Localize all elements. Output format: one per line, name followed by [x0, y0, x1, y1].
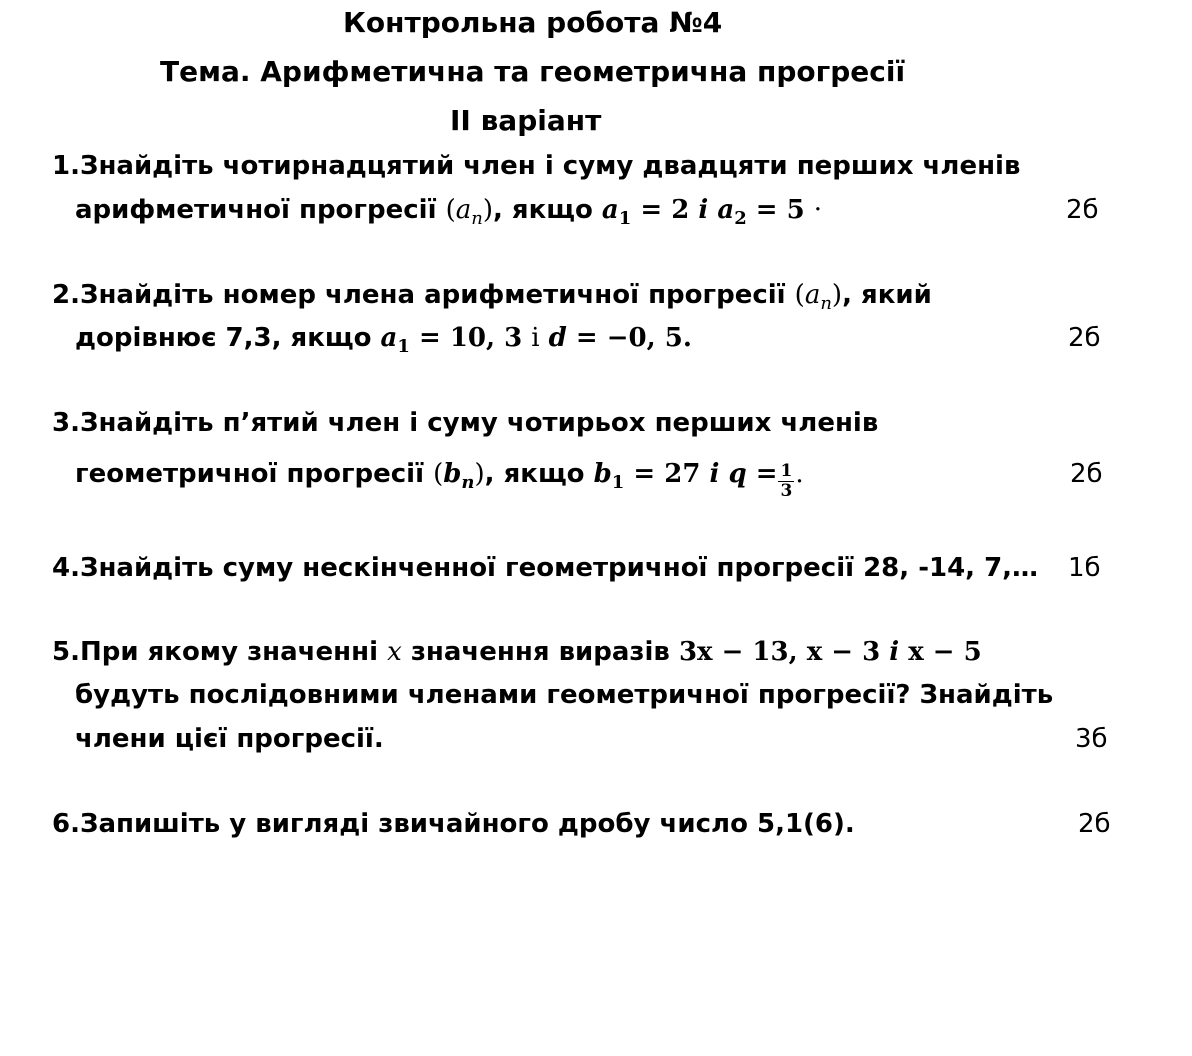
- task-3-sequence: $(b_n)$: [433, 459, 485, 493]
- a1-value: = 10, 3: [419, 323, 523, 353]
- task-2-which: , який: [842, 280, 932, 310]
- seq-var: a: [804, 280, 821, 310]
- task-5-values: значення виразів: [410, 637, 670, 667]
- task-3-text: геометричної прогресії: [75, 459, 425, 489]
- q-equals: =: [755, 459, 778, 489]
- q-var: q: [728, 459, 747, 489]
- task-1-text: арифметичної прогресії: [75, 195, 437, 225]
- expr-2: x − 5: [908, 637, 982, 667]
- page-variant: ІІ варіант: [450, 104, 602, 137]
- seq-var: a: [455, 195, 472, 225]
- task-4-line-1: 4.Знайдіть суму нескінченної геометричної прогресії 28, -14, 7,…: [52, 553, 1039, 583]
- q-fraction: [778, 462, 794, 501]
- task-1-points: 2б: [1066, 195, 1099, 225]
- task-1-sequence: $(a_n)$: [445, 195, 493, 229]
- a2-value: = 5: [755, 195, 805, 225]
- task-2-line-1: [52, 277, 932, 313]
- a2-var: a: [717, 195, 735, 225]
- task-4-points: 1б: [1068, 553, 1101, 583]
- conjunction: і: [698, 195, 709, 225]
- a1-var: a: [380, 323, 398, 353]
- a1-sub: 1: [618, 208, 632, 229]
- page-title: Контрольна робота №4: [343, 6, 723, 39]
- expr-1: 3x − 13, x − 3: [678, 637, 881, 667]
- b1-value: = 27: [633, 459, 701, 489]
- task-5-line-1: [52, 634, 982, 670]
- task-3-points: 2б: [1070, 459, 1103, 489]
- task-6-points: 2б: [1078, 809, 1111, 839]
- x-var: x: [387, 637, 402, 667]
- task-1-line-1: 1.Знайдіть чотирнадцятий член і суму двадцяти перших членів: [52, 151, 1021, 181]
- task-5-text: 5.При якому значенні: [52, 637, 379, 667]
- end-mark: ·: [813, 195, 823, 225]
- conjunction: i: [709, 459, 720, 489]
- task-3-condition: , якщо: [484, 459, 585, 489]
- conjunction: і: [531, 323, 540, 353]
- task-2-line-2: [75, 320, 692, 356]
- task-5-line-3: члени цієї прогресії.: [75, 724, 384, 754]
- task-5-line-2: будуть послідовними членами геометричної прогресії? Знайдіть: [75, 680, 1054, 710]
- task-1-line-2: [75, 192, 822, 228]
- b1-sub: 1: [611, 472, 625, 493]
- q-denominator: 3: [780, 481, 793, 501]
- page-topic: Тема. Арифметична та геометрична прогресії: [160, 55, 906, 88]
- a1-value: = 2: [640, 195, 690, 225]
- task-5-points: 3б: [1075, 724, 1108, 754]
- task-2-text: 2.Знайдіть номер члена арифметичної прогресії: [52, 280, 786, 310]
- task-6-line-1: 6.Запишіть у вигляді звичайного дробу число 5,1(6).: [52, 809, 855, 839]
- task-2-points: 2б: [1068, 323, 1101, 353]
- d-var: d: [548, 323, 567, 353]
- task-2-condition: дорівнює 7,3, якщо: [75, 323, 372, 353]
- a1-sub: 1: [397, 336, 410, 357]
- seq-var: b: [443, 459, 462, 489]
- seq-sub: n: [461, 472, 475, 493]
- task-3-line-1: 3.Знайдіть п’ятий член і суму чотирьох перших членів: [52, 408, 879, 438]
- seq-sub: n: [471, 208, 483, 229]
- conjunction: і: [889, 637, 900, 667]
- task-1-condition: , якщо: [492, 195, 593, 225]
- q-numerator: 1: [780, 461, 793, 481]
- a2-sub: 2: [734, 208, 747, 229]
- seq-sub: n: [820, 293, 832, 314]
- end-mark: .: [795, 459, 804, 489]
- d-value: = −0, 5.: [575, 323, 692, 353]
- b1-var: b: [593, 459, 612, 489]
- task-2-sequence: $(a_n)$: [794, 280, 843, 314]
- a1-var: a: [601, 195, 619, 225]
- task-3-line-2: [75, 456, 804, 501]
